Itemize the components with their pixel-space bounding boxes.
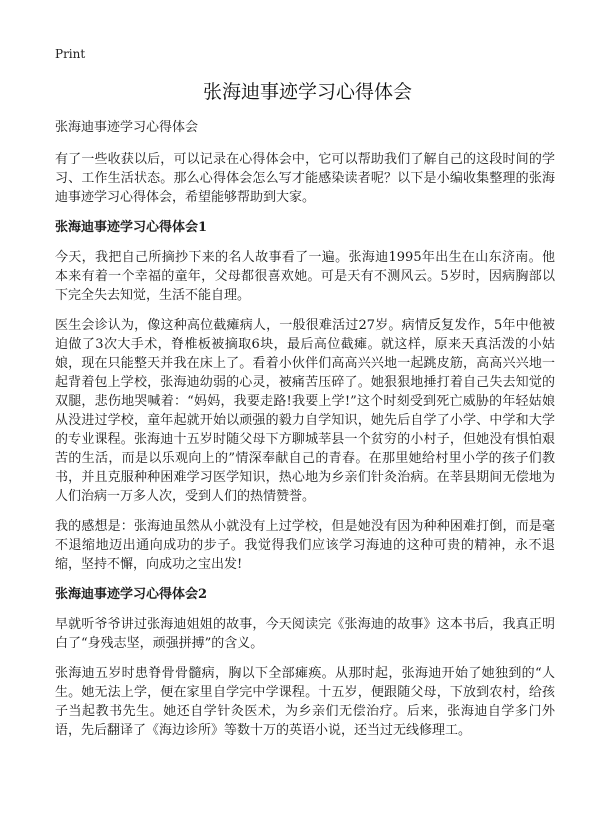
intro-paragraph: 有了一些收获以后，可以记录在心得体会中，它可以帮助我们了解自己的这段时间的学习、工作生活状态。那么心得体会怎么写才能感染读者呢？以下是小编收集整理的张海迪事迹学习心得体会，希望能够帮助到大家。 — [55, 152, 555, 205]
section-2-heading: 张海迪事迹学习心得体会2 — [55, 587, 208, 602]
section-1-paragraph-2: 医生会诊认为，像这种高位截瘫病人，一般很难活过27岁。病情反复发作，5年中他被迫做了3次大手术，脊椎板被摘取6块，最后高位截瘫。就这样，原来天真活泼的小姑娘，现在只能整天并我在床上了。看着小伙伴们高高兴兴地一起跳皮筋，高高兴兴地一起背着包上学校，张海迪幼弱的心灵，被痛苦压碎了。她狠狠地捶打着自己失去知觉的双腿，悲伤地哭喊着：“妈妈，我要走路!我要上学!”这个时刻受到死亡威胁的年轻姑娘从没进过学校，童年起就开始以顽强的毅力自学知识，她先后自学了小学、中学和大学的专业课程。张海迪十五岁时随父母下方聊城莘县一个贫穷的小村子，但她没有惧怕艰苦的生活，而是以乐观向上的”情深奉献自己的青春。在那里她给村里小学的孩子们教书，并且克服种种困难学习医学知识，热心地为乡亲们针灸治病。在莘县期间无偿地为人们治病一万多人次，受到人们的热情赞誉。 — [55, 318, 555, 504]
document-body — [55, 150, 555, 751]
document-subtitle: 张海迪事迹学习心得体会 — [55, 120, 199, 135]
section-1-paragraph-3: 我的感想是：张海迪虽然从小就没有上过学校，但是她没有因为种种困难打倒，而是毫不退缩地迈出通向成功的步子。我觉得我们应该学习海迪的这种可贵的精神，永不退缩，坚持不懈，向成功之宝出发! — [55, 519, 555, 572]
section-1-heading: 张海迪事迹学习心得体会1 — [55, 220, 208, 235]
print-link[interactable]: Print — [55, 47, 86, 61]
section-1-paragraph-1: 今天，我把自己所摘抄下来的名人故事看了一遍。张海迪1995年出生在山东济南。他本来有着一个幸福的童年，父母都很喜欢她。可是天有不测风云。5岁时，因病胸部以下完全失去知觉，生活不能自理。 — [55, 250, 555, 303]
section-2-paragraph-2: 张海迪五岁时患脊骨骨髓病，胸以下全部瘫痪。从那时起，张海迪开始了她独到的“人生。她无法上学，便在家里自学完中学课程。十五岁，便跟随父母，下放到农村，给孩子当起教书先生。她还自学针灸医术，为乡亲们无偿治疗。后来，张海迪自学多门外语，先后翻译了《海边诊所》等数十万的英语小说，还当过无线修理工。 — [55, 666, 555, 738]
document-title: 张海迪事迹学习心得体会 — [202, 81, 412, 103]
section-2-paragraph-1: 早就听爷爷讲过张海迪姐姐的故事，今天阅读完《张海迪的故事》这本书后，我真正明白了“身残志坚，顽强拼搏”的含义。 — [55, 617, 555, 651]
